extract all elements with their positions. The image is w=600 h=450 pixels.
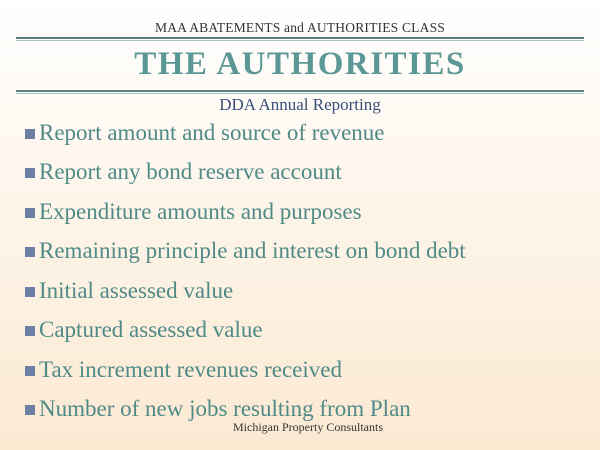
bullet-item <box>25 350 595 390</box>
title-rule-top-thin <box>16 40 584 41</box>
square-bullet-icon <box>25 168 35 178</box>
bullet-text: Report any bond reserve account <box>39 159 342 185</box>
square-bullet-icon <box>25 129 35 139</box>
title-rule-top <box>16 37 584 39</box>
square-bullet-icon <box>25 326 35 336</box>
bullet-text: Remaining principle and interest on bond debt <box>39 238 466 264</box>
square-bullet-icon <box>25 366 35 376</box>
bullet-item <box>25 232 595 272</box>
title-rule-bottom <box>16 90 584 92</box>
bullet-list <box>25 113 595 429</box>
square-bullet-icon <box>25 405 35 415</box>
title-rule-bottom-thin <box>16 93 584 94</box>
bullet-item <box>25 113 595 153</box>
bullet-item <box>25 192 595 232</box>
bullet-item <box>25 153 595 193</box>
bullet-text: Expenditure amounts and purposes <box>39 198 362 224</box>
square-bullet-icon <box>25 208 35 218</box>
footer-credit: Michigan Property Consultants <box>233 420 383 434</box>
bullet-item <box>25 311 595 351</box>
slide-subtitle: DDA Annual Reporting <box>219 95 381 114</box>
bullet-text: Captured assessed value <box>39 317 263 343</box>
square-bullet-icon <box>25 247 35 257</box>
bullet-text: Report amount and source of revenue <box>39 119 385 145</box>
bullet-text: Tax increment revenues received <box>39 356 342 382</box>
square-bullet-icon <box>25 287 35 297</box>
bullet-text: Number of new jobs resulting from Plan <box>39 396 411 422</box>
bullet-item <box>25 271 595 311</box>
bullet-text: Initial assessed value <box>39 277 234 303</box>
course-header: MAA ABATEMENTS and AUTHORITIES CLASS <box>155 20 445 35</box>
slide-title: THE AUTHORITIES <box>134 46 466 82</box>
